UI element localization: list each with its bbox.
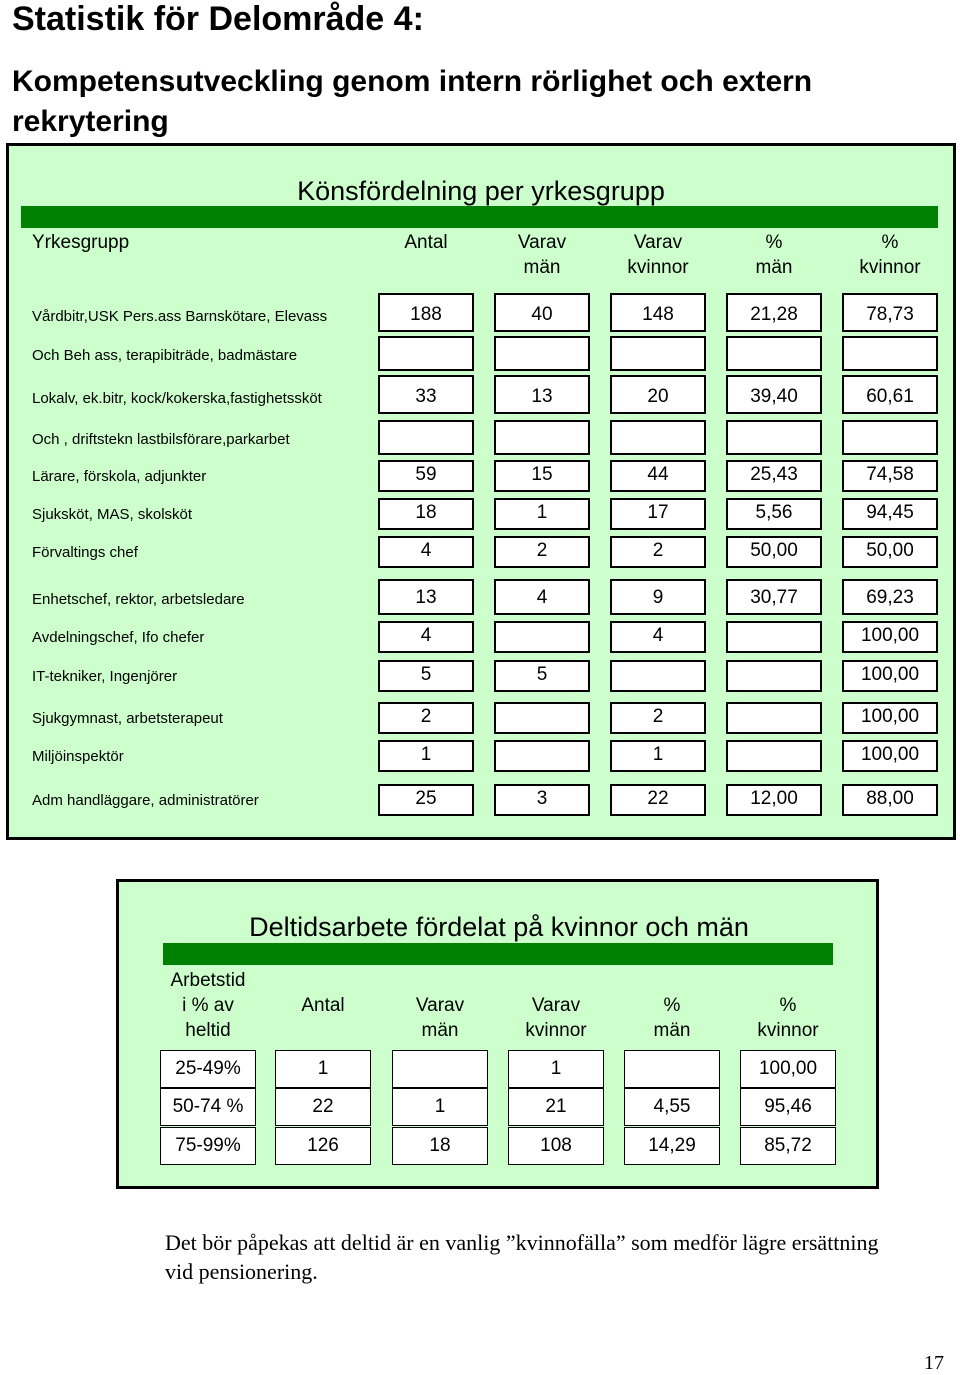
page-subheading: Kompetensutveckling genom intern rörlighet och extern rekrytering [12,65,813,138]
table1-row-label: Sjukgymnast, arbetsterapeut [32,710,223,727]
table1-cell [726,660,822,692]
table1-row-label: Adm handläggare, administratörer [32,792,259,809]
table2-header-1: Antal [301,995,345,1016]
table2-header-0: Arbetstid i % av heltid [170,970,246,1041]
table1-cell: 40 [494,293,590,332]
table2-cell: 25-49% [160,1050,256,1088]
table1-cell [610,660,706,692]
table1-row-label: Lokalv, ek.bitr, kock/kokerska,fastighetssköt [32,390,322,407]
table1-cell: 2 [494,536,590,568]
table1-row-label: Och , driftstekn lastbilsförare,parkarbet [32,431,290,448]
table1-cell [842,336,938,371]
table1-cell: 9 [610,579,706,615]
table1-cell [610,336,706,371]
table1-cell: 100,00 [842,740,938,772]
table1-cell: 33 [378,375,474,414]
table2-cell: 18 [392,1127,488,1165]
table1-header-3: Varav kvinnor [627,232,689,278]
table1-cell: 30,77 [726,579,822,615]
table1-row-label: Lärare, förskola, adjunkter [32,468,207,485]
table1-header-0: Yrkesgrupp [32,232,130,253]
table2-cell: 4,55 [624,1088,720,1126]
table1-row-label: IT-tekniker, Ingenjörer [32,668,178,685]
table1-cell [842,420,938,455]
page-heading: Statistik för Delområde 4: [12,0,424,38]
table1-cell: 3 [494,784,590,816]
table2-cell: 21 [508,1088,604,1126]
table1-cell: 94,45 [842,498,938,530]
table1-cell: 17 [610,498,706,530]
table1-cell: 1 [378,740,474,772]
table1-cell: 4 [610,621,706,653]
table1-row-label: Förvaltings chef [32,544,138,561]
table2-cell: 126 [275,1127,371,1165]
table2-title-bar [163,943,833,965]
table1-cell [494,420,590,455]
table1-cell: 50,00 [726,536,822,568]
table2-cell: 22 [275,1088,371,1126]
table1-row-label: Miljöinspektör [32,748,124,765]
table1-title-bar [21,206,938,228]
table1-cell: 1 [610,740,706,772]
table1-cell: 4 [378,536,474,568]
table1-cell: 4 [378,621,474,653]
table1-cell: 20 [610,375,706,414]
table1-cell [726,621,822,653]
table1-cell: 5 [494,660,590,692]
table1-cell [494,740,590,772]
table1-row-label: Enhetschef, rektor, arbetsledare [32,591,245,608]
table1-cell: 25,43 [726,460,822,492]
table1-cell: 18 [378,498,474,530]
table1-title: Könsfördelning per yrkesgrupp [297,176,665,206]
table1-cell: 69,23 [842,579,938,615]
table1-cell [726,420,822,455]
table2-cell: 95,46 [740,1088,836,1126]
table1-row-label: Vårdbitr,USK Pers.ass Barnskötare, Elevass [32,308,328,325]
table1-cell: 100,00 [842,621,938,653]
table1-cell: 74,58 [842,460,938,492]
page-number: 17 [924,1352,944,1374]
table1-cell: 100,00 [842,660,938,692]
table1-cell: 4 [494,579,590,615]
table1-cell: 78,73 [842,293,938,332]
table1-cell [726,740,822,772]
table1-cell [726,702,822,734]
table1-cell: 60,61 [842,375,938,414]
table1-cell [610,420,706,455]
table1-cell: 5 [378,660,474,692]
table2-cell: 100,00 [740,1050,836,1088]
table2-cell: 14,29 [624,1127,720,1165]
table1-cell: 148 [610,293,706,332]
table2-cell [624,1050,720,1088]
table1-header-4: % män [755,232,793,278]
table1-header-2: Varav män [517,232,567,278]
table2-header-5: % kvinnor [757,995,819,1041]
table2-cell: 1 [275,1050,371,1088]
table2-title: Deltidsarbete fördelat på kvinnor och män [249,912,749,942]
table1-cell [378,336,474,371]
table1-cell: 25 [378,784,474,816]
table2-cell: 50-74 % [160,1088,256,1126]
table1-cell: 21,28 [726,293,822,332]
table1-cell: 15 [494,460,590,492]
gender-distribution-panel [6,143,956,840]
table1-cell: 13 [494,375,590,414]
table1-cell: 39,40 [726,375,822,414]
table2-cell: 1 [392,1088,488,1126]
part-time-panel [116,879,879,1189]
table1-cell [726,336,822,371]
table1-row-label: Avdelningschef, Ifo chefer [32,629,205,646]
table2-cell: 85,72 [740,1127,836,1165]
table2-header-2: Varav män [415,995,465,1041]
table1-row-label: Sjuksköt, MAS, skolsköt [32,506,193,523]
footnote: Det bör påpekas att deltid är en vanlig ”kvinnofälla” som medför lägre ersättning vid pensionering. [165,1230,879,1284]
table1-cell: 22 [610,784,706,816]
table1-cell: 5,56 [726,498,822,530]
table1-cell: 88,00 [842,784,938,816]
table2-cell [392,1050,488,1088]
table1-cell: 12,00 [726,784,822,816]
table1-cell [494,702,590,734]
table2-cell: 108 [508,1127,604,1165]
table1-header-1: Antal [404,232,448,253]
table1-cell [494,621,590,653]
table1-cell: 59 [378,460,474,492]
table1-cell: 50,00 [842,536,938,568]
table2-header-4: % män [653,995,691,1041]
table1-cell: 2 [610,702,706,734]
table1-cell: 44 [610,460,706,492]
table1-cell: 2 [610,536,706,568]
table2-cell: 1 [508,1050,604,1088]
table1-cell: 188 [378,293,474,332]
table1-header-5: % kvinnor [859,232,921,278]
table1-cell: 13 [378,579,474,615]
table1-cell: 1 [494,498,590,530]
table1-cell: 100,00 [842,702,938,734]
table1-cell: 2 [378,702,474,734]
table1-row-label: Och Beh ass, terapibiträde, badmästare [32,347,298,364]
table1-cell [494,336,590,371]
table1-cell [378,420,474,455]
table2-header-3: Varav kvinnor [525,995,587,1041]
table2-cell: 75-99% [160,1127,256,1165]
